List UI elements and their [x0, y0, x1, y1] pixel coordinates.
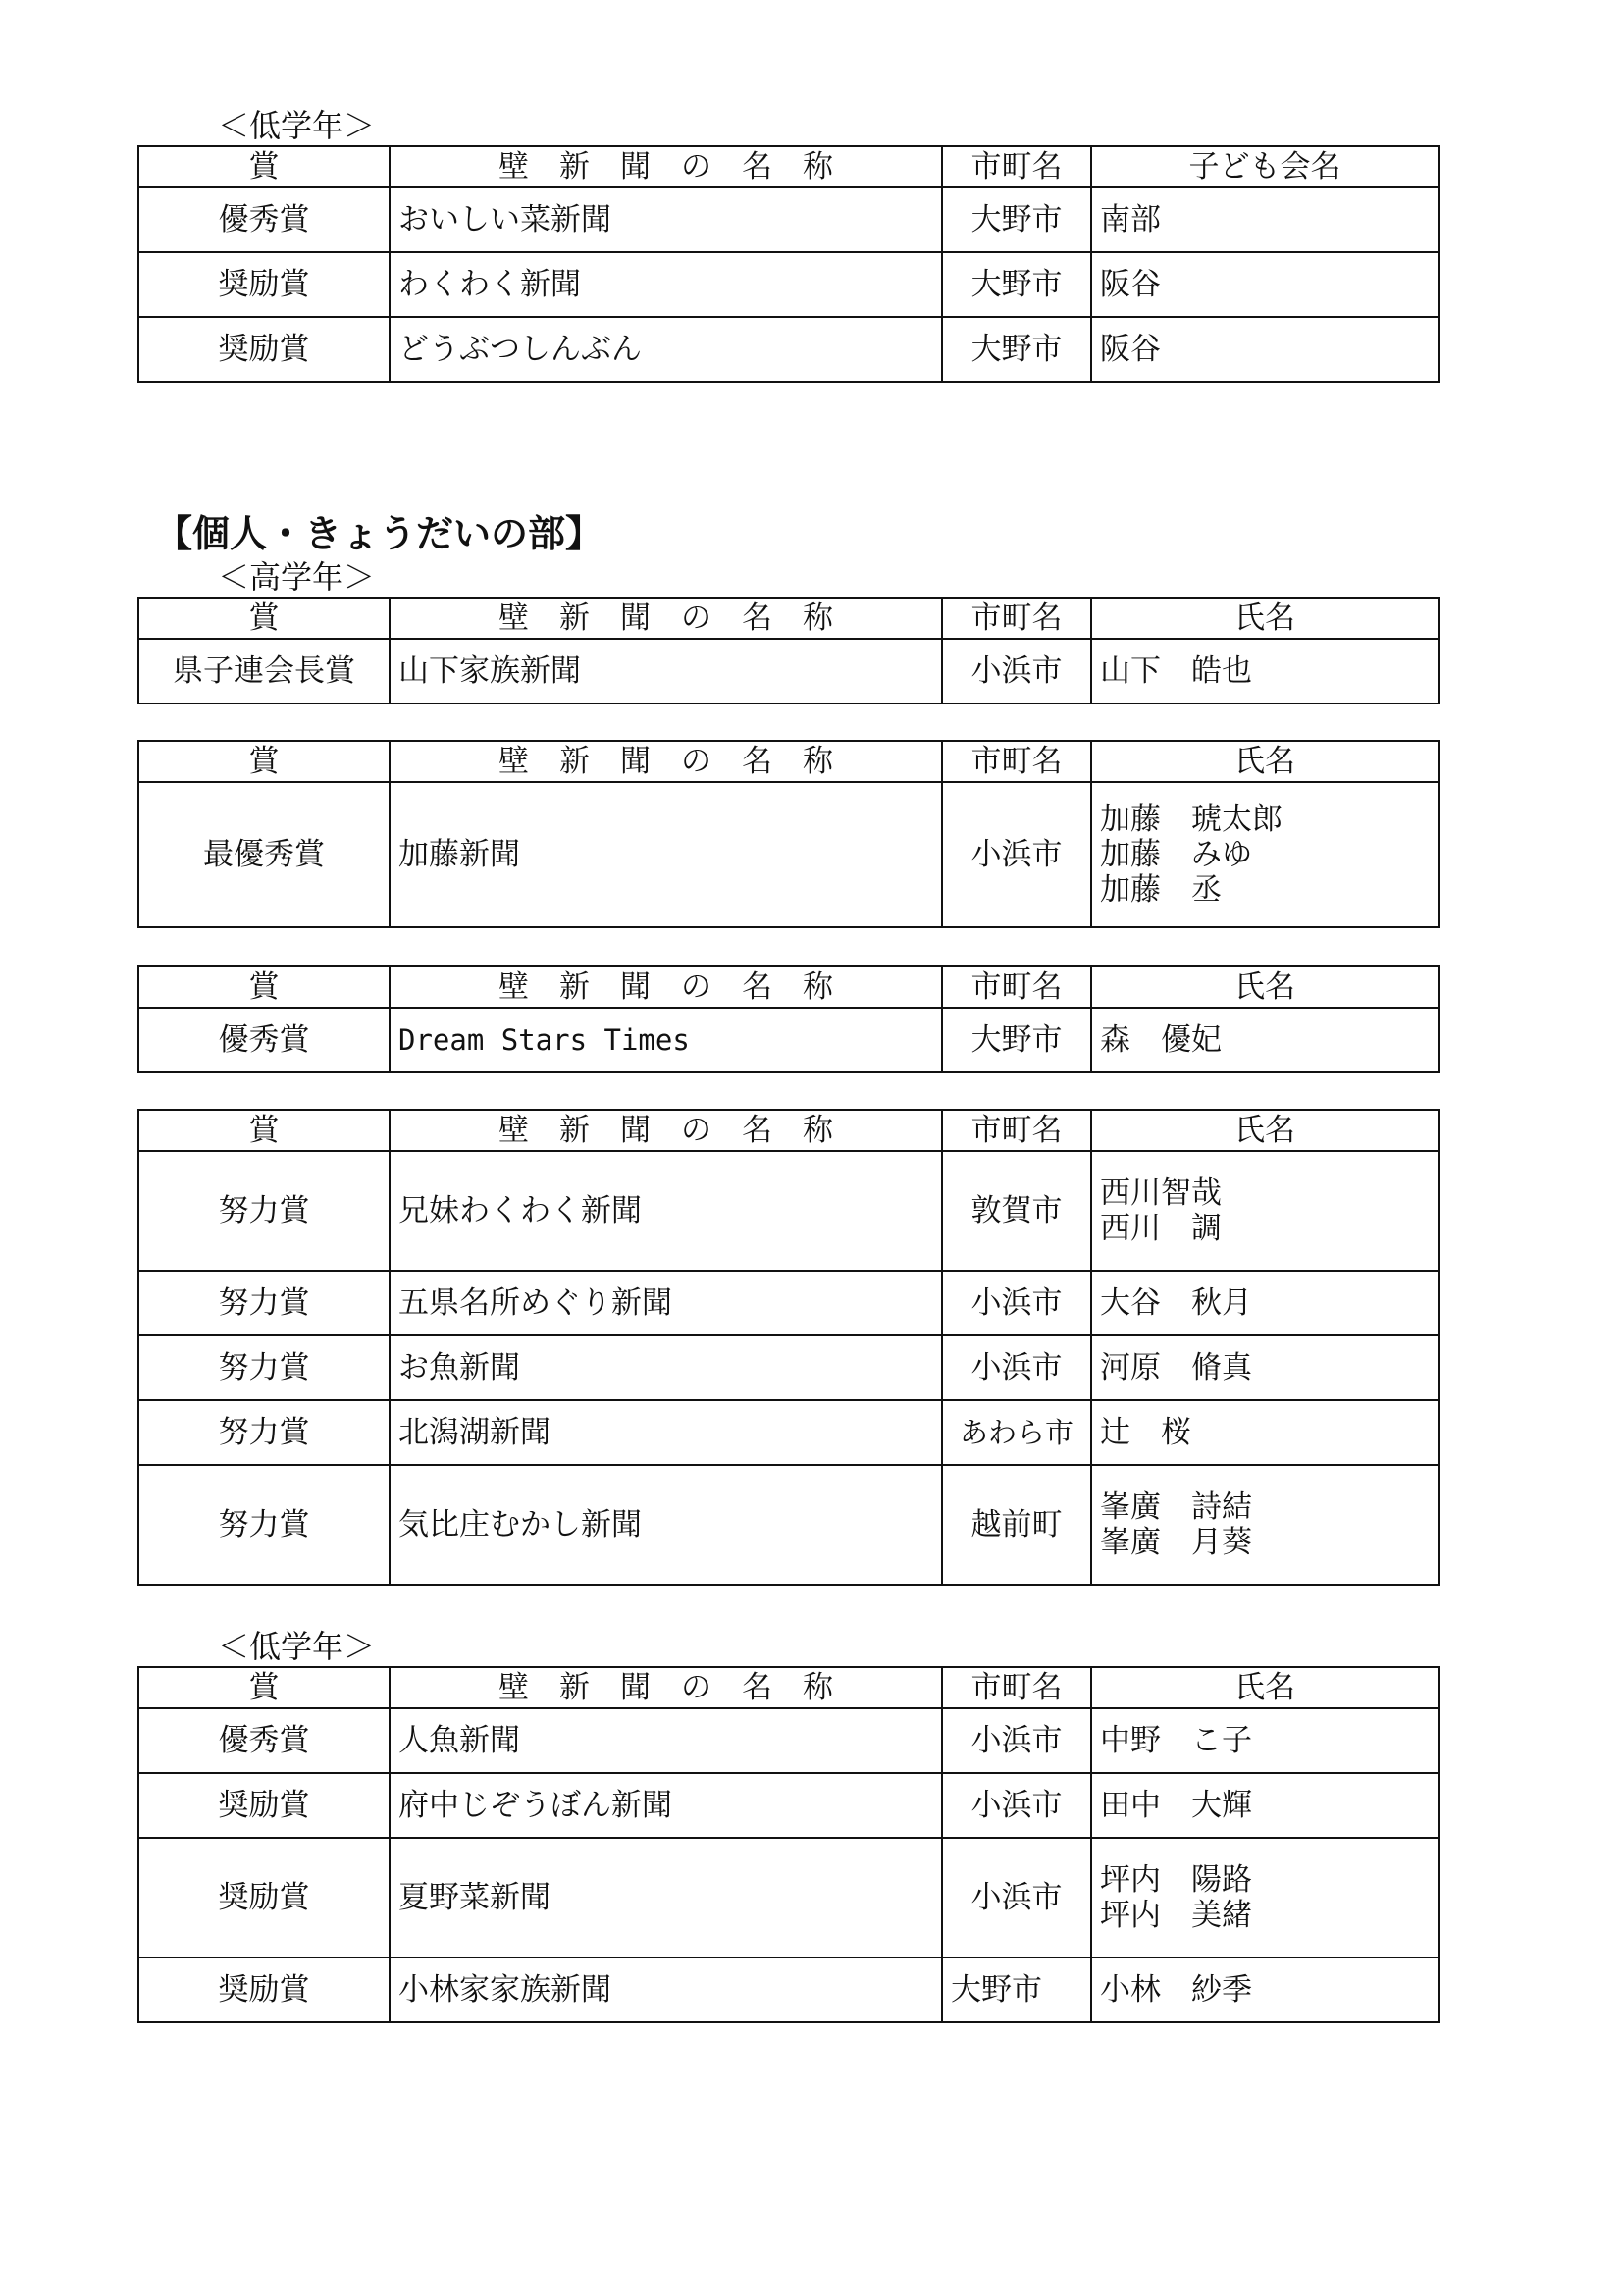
table-header-row — [138, 146, 1439, 187]
award-cell: 優秀賞 — [138, 1008, 390, 1072]
award-cell: 奨励賞 — [138, 317, 390, 382]
award-cell: 奨励賞 — [138, 1838, 390, 1957]
table-row — [138, 1271, 1439, 1335]
table-header-row — [138, 966, 1439, 1008]
person-name-cell: 山下 皓也 — [1091, 639, 1439, 704]
person-name-cell: 小林 紗季 — [1091, 1957, 1439, 2022]
newspaper-name-cell: 五県名所めぐり新聞 — [390, 1271, 942, 1335]
header-city: 市町名 — [942, 741, 1091, 782]
person-name-cell: 加藤 琥太郎 加藤 みゆ 加藤 丞 — [1091, 782, 1439, 927]
newspaper-name-cell: 兄妹わくわく新聞 — [390, 1151, 942, 1271]
table-header-row — [138, 741, 1439, 782]
header-newspaper-name: 壁 新 聞 の 名 称 — [390, 598, 942, 639]
header-person-name: 氏名 — [1091, 598, 1439, 639]
table-row — [138, 1773, 1439, 1838]
award-cell: 努力賞 — [138, 1400, 390, 1465]
award-cell: 優秀賞 — [138, 1708, 390, 1773]
header-city: 市町名 — [942, 598, 1091, 639]
award-cell: 奨励賞 — [138, 1957, 390, 2022]
award-table-lower-1 — [137, 145, 1440, 383]
award-cell: 奨励賞 — [138, 252, 390, 317]
award-table-upper-3 — [137, 965, 1440, 1073]
person-name-cell: 西川智哉 西川 調 — [1091, 1151, 1439, 1271]
person-name-cell: 河原 脩真 — [1091, 1335, 1439, 1400]
newspaper-name-cell: 小林家家族新聞 — [390, 1957, 942, 2022]
city-cell: 小浜市 — [942, 782, 1091, 927]
header-newspaper-name: 壁 新 聞 の 名 称 — [390, 1110, 942, 1151]
city-cell: 小浜市 — [942, 639, 1091, 704]
city-cell: 大野市 — [942, 1008, 1091, 1072]
award-cell: 努力賞 — [138, 1465, 390, 1585]
city-cell: 小浜市 — [942, 1773, 1091, 1838]
person-name-cell: 坪内 陽路 坪内 美緒 — [1091, 1838, 1439, 1957]
table-row — [138, 1708, 1439, 1773]
city-cell: 大野市 — [942, 187, 1091, 252]
group-name-cell: 阪谷 — [1091, 317, 1439, 382]
city-cell: 大野市 — [942, 1957, 1091, 2022]
newspaper-name-cell: 加藤新聞 — [390, 782, 942, 927]
group-label-lower-2: ＜低学年＞ — [218, 1628, 376, 1665]
table-row — [138, 1335, 1439, 1400]
award-cell: 最優秀賞 — [138, 782, 390, 927]
newspaper-name-cell: 北潟湖新聞 — [390, 1400, 942, 1465]
award-cell: 県子連会長賞 — [138, 639, 390, 704]
table-row — [138, 1957, 1439, 2022]
table-row — [138, 782, 1439, 927]
award-table-upper-2 — [137, 740, 1440, 928]
table-header-row — [138, 598, 1439, 639]
header-newspaper-name: 壁 新 聞 の 名 称 — [390, 146, 942, 187]
newspaper-name-cell: わくわく新聞 — [390, 252, 942, 317]
city-cell: 小浜市 — [942, 1838, 1091, 1957]
header-award: 賞 — [138, 741, 390, 782]
person-name-cell: 田中 大輝 — [1091, 1773, 1439, 1838]
person-name-cell: 森 優妃 — [1091, 1008, 1439, 1072]
award-cell: 努力賞 — [138, 1271, 390, 1335]
group-name-cell: 阪谷 — [1091, 252, 1439, 317]
person-name-cell: 峯廣 詩結 峯廣 月葵 — [1091, 1465, 1439, 1585]
person-name-cell: 中野 こ子 — [1091, 1708, 1439, 1773]
header-newspaper-name: 壁 新 聞 の 名 称 — [390, 741, 942, 782]
newspaper-name-cell: おいしい菜新聞 — [390, 187, 942, 252]
award-cell: 努力賞 — [138, 1151, 390, 1271]
header-city: 市町名 — [942, 146, 1091, 187]
header-award: 賞 — [138, 966, 390, 1008]
section-title: 【個人・きょうだいの部】 — [155, 511, 603, 555]
city-cell: 大野市 — [942, 252, 1091, 317]
award-table-upper-1 — [137, 597, 1440, 704]
city-cell: 小浜市 — [942, 1271, 1091, 1335]
header-newspaper-name: 壁 新 聞 の 名 称 — [390, 966, 942, 1008]
header-person-name: 氏名 — [1091, 741, 1439, 782]
table-row — [138, 639, 1439, 704]
header-person-name: 氏名 — [1091, 966, 1439, 1008]
city-cell: 敦賀市 — [942, 1151, 1091, 1271]
newspaper-name-cell: 人魚新聞 — [390, 1708, 942, 1773]
header-award: 賞 — [138, 1110, 390, 1151]
header-award: 賞 — [138, 598, 390, 639]
header-city: 市町名 — [942, 1667, 1091, 1708]
header-newspaper-name: 壁 新 聞 の 名 称 — [390, 1667, 942, 1708]
table-header-row — [138, 1667, 1439, 1708]
table-header-row — [138, 1110, 1439, 1151]
table-row — [138, 1008, 1439, 1072]
table-row — [138, 1151, 1439, 1271]
table-row — [138, 317, 1439, 382]
table-row — [138, 252, 1439, 317]
group-label-lower-1: ＜低学年＞ — [218, 107, 376, 144]
person-name-cell: 大谷 秋月 — [1091, 1271, 1439, 1335]
newspaper-name-cell: 府中じぞうぼん新聞 — [390, 1773, 942, 1838]
person-name-cell: 辻 桜 — [1091, 1400, 1439, 1465]
newspaper-name-cell: どうぶつしんぶん — [390, 317, 942, 382]
award-table-upper-4 — [137, 1109, 1440, 1586]
city-cell: 大野市 — [942, 317, 1091, 382]
header-person-name: 氏名 — [1091, 1110, 1439, 1151]
award-cell: 優秀賞 — [138, 187, 390, 252]
city-cell: 小浜市 — [942, 1708, 1091, 1773]
city-cell: 越前町 — [942, 1465, 1091, 1585]
award-cell: 奨励賞 — [138, 1773, 390, 1838]
newspaper-name-cell: 山下家族新聞 — [390, 639, 942, 704]
award-table-lower-2 — [137, 1666, 1440, 2023]
header-award: 賞 — [138, 146, 390, 187]
group-name-cell: 南部 — [1091, 187, 1439, 252]
newspaper-name-cell: お魚新聞 — [390, 1335, 942, 1400]
header-city: 市町名 — [942, 1110, 1091, 1151]
header-city: 市町名 — [942, 966, 1091, 1008]
city-cell: あわら市 — [942, 1400, 1091, 1465]
table-row — [138, 187, 1439, 252]
newspaper-name-cell: Dream Stars Times — [390, 1008, 942, 1072]
header-award: 賞 — [138, 1667, 390, 1708]
table-row — [138, 1465, 1439, 1585]
header-group-name: 子ども会名 — [1091, 146, 1439, 187]
city-cell: 小浜市 — [942, 1335, 1091, 1400]
table-row — [138, 1400, 1439, 1465]
newspaper-name-cell: 気比庄むかし新聞 — [390, 1465, 942, 1585]
group-label-upper: ＜高学年＞ — [218, 558, 376, 596]
table-row — [138, 1838, 1439, 1957]
header-person-name: 氏名 — [1091, 1667, 1439, 1708]
newspaper-name-cell: 夏野菜新聞 — [390, 1838, 942, 1957]
award-cell: 努力賞 — [138, 1335, 390, 1400]
